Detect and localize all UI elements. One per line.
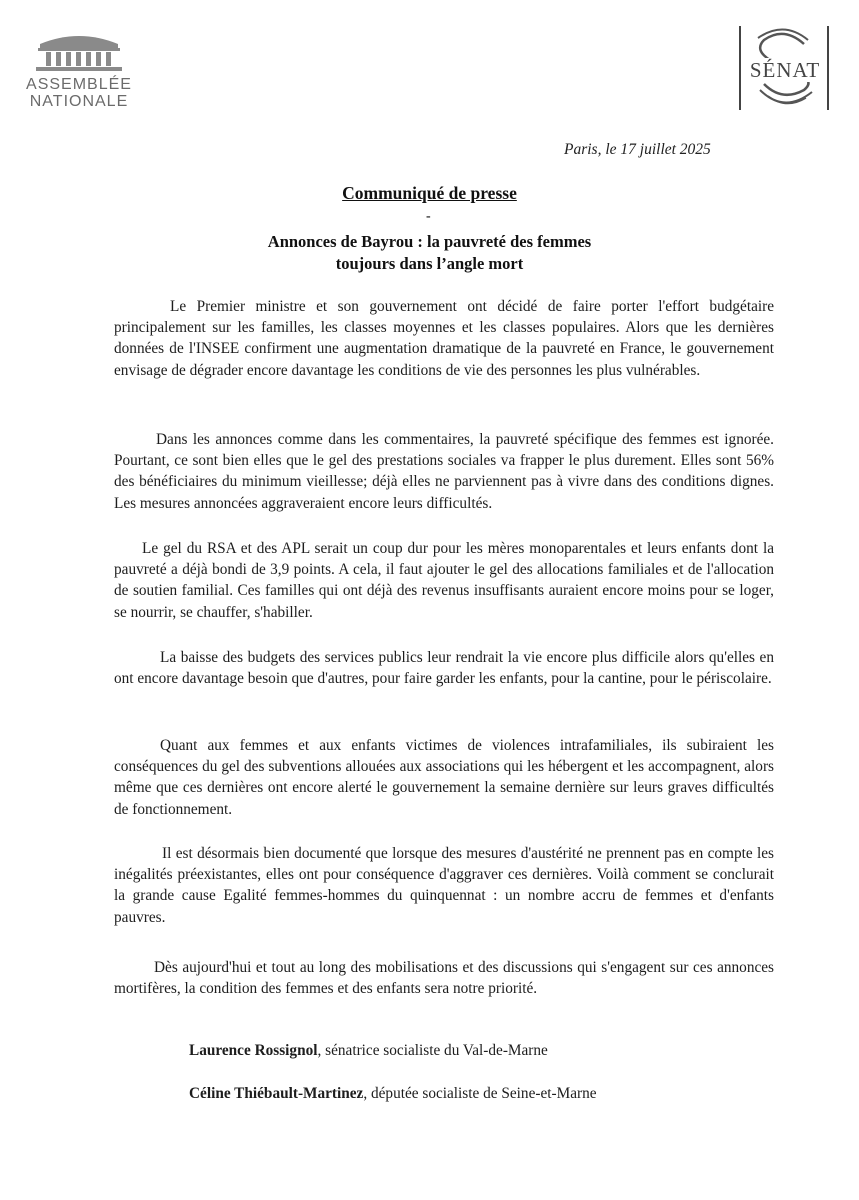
document-title: Communiqué de presse [342,183,517,203]
title-separator: - [426,209,431,224]
assemblee-nationale-logo [24,30,134,120]
signatory-2-role: , députée socialiste de Seine-et-Marne [363,1085,597,1102]
hemicycle-icon [34,30,124,72]
signatory-1-name: Laurence Rossignol [189,1042,318,1059]
paragraph-7: Dès aujourd'hui et tout au long des mobilisations et des discussions qui s'engagent sur ces annonces mortifères, la condition des femmes et des enfants sera notre priorité. [114,959,774,998]
release-date: Paris, le 17 juillet 2025 [564,141,711,158]
signatory-1-role: , sénatrice socialiste du Val-de-Marne [317,1042,548,1059]
assemblee-logo-line2: NATIONALE [29,93,129,110]
senat-logo-text: SÉNAT [744,58,826,82]
assemblee-logo-line1: ASSEMBLÉE [26,76,132,93]
signatory-2 [189,1085,597,1103]
paragraph-4: La baisse des budgets des services publics leur rendrait la vie encore plus difficile alors qu'elles en ont encore davantage besoin que d'autres, pour faire garder les enfants, pour la cantine, pour le périscolaire. [114,649,774,688]
subtitle-line2: toujours dans l’angle mort [335,254,524,273]
signatory-1 [189,1042,548,1060]
senat-logo [734,22,834,118]
paragraph-2: Dans les annonces comme dans les commentaires, la pauvreté spécifique des femmes est ignorée. Pourtant, ce sont bien elles que le gel des prestations sociales va frapper le plus durement. Elles sont 56% des bénéficiaires du minimum vieillesse; déjà elles ne parviennent pas à vivre dans des conditions dignes. Les mesures annoncées aggraveraient encore leurs difficultés. [114,431,774,512]
subtitle-line1: Annonces de Bayrou : la pauvreté des femmes [267,232,592,251]
paragraph-1: Le Premier ministre et son gouvernement ont décidé de faire porter l'effort budgétaire principalement sur les familles, les classes moyennes et les classes populaires. Alors que les dernières données de l'INSEE confirment une augmentation dramatique de la pauvreté en France, le gouvernement envisage de dégrader encore davantage les conditions de vie des personnes les plus vulnérables. [114,298,774,379]
signatory-2-name: Céline Thiébault-Martinez [189,1085,364,1102]
paragraph-5: Quant aux femmes et aux enfants victimes de violences intrafamiliales, ils subiraient les conséquences du gel des subventions allouées aux associations qui les hébergent et les accompagnent, alors même que ces dernières ont encore alerté le gouvernement la semaine dernière sur leurs graves difficultés de fonctionnement. [114,737,774,818]
paragraph-3: Le gel du RSA et des APL serait un coup dur pour les mères monoparentales et leurs enfants dont la pauvreté a déjà bondi de 3,9 points. A cela, il faut ajouter le gel des allocations familiales et de l'allocation de soutien familial. Ces familles qui ont déjà des revenus insuffisants auraient encore moins pour se loger, se nourrir, se chauffer, s'habiller. [114,540,774,621]
document-subtitle [0,231,859,275]
paragraph-6: Il est désormais bien documenté que lorsque des mesures d'austérité ne prennent pas en compte les inégalités préexistantes, elles ont pour conséquence d'aggraver ces dernières. Voilà comment se conclurait la grande cause Egalité femmes-hommes du quinquennat : un nombre accru de femmes et d'enfants pauvres. [114,845,774,926]
